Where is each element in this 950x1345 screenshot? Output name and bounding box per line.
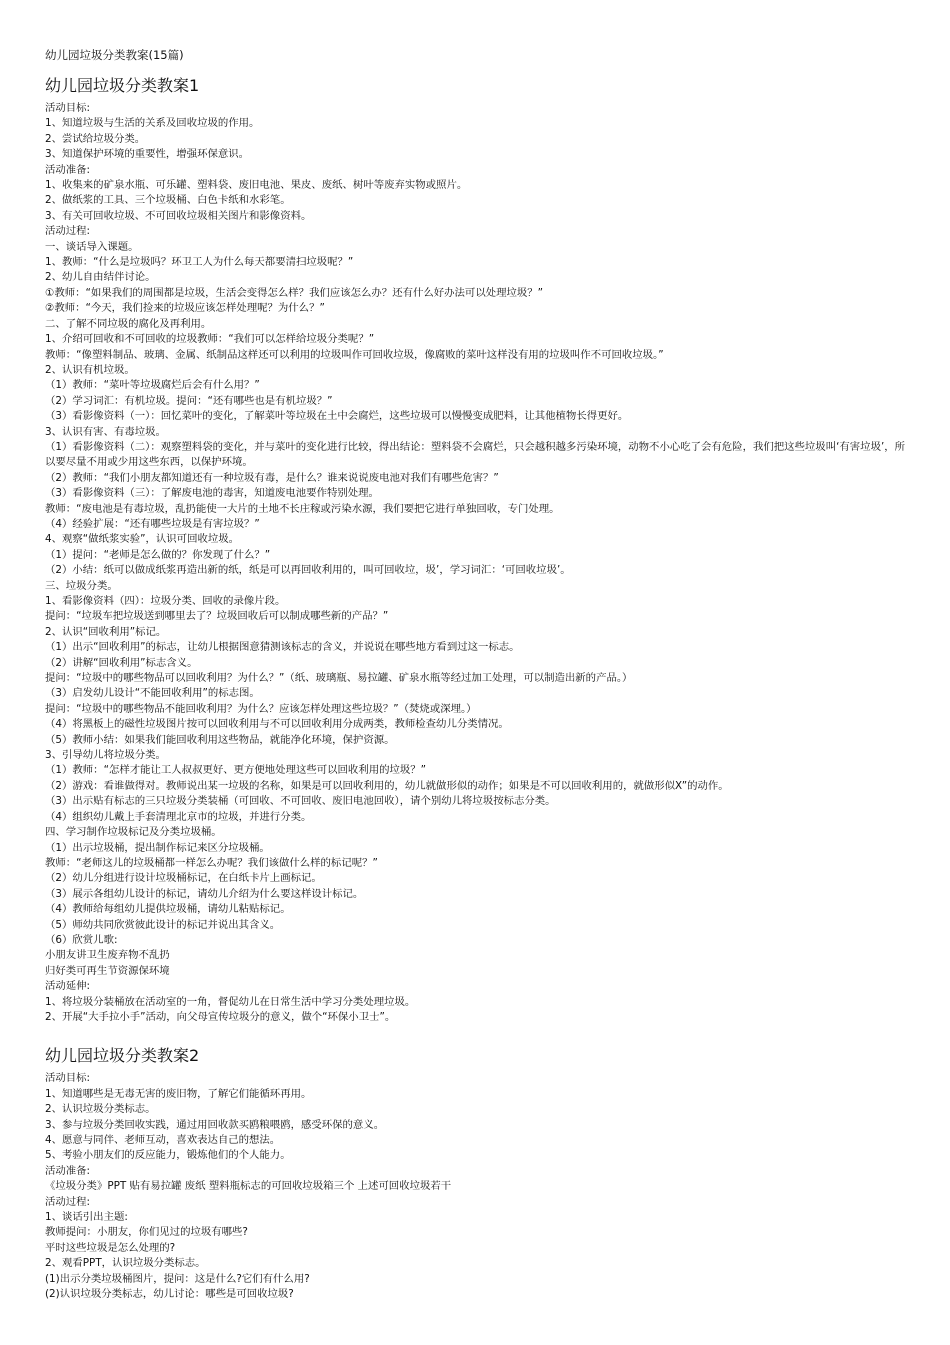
paragraph-line: （3）出示贴有标志的三只垃圾分类装桶（可回收、不可回收、废旧电池回收），请个别幼儿将垃圾按标志分类。 xyxy=(45,795,556,808)
paragraph-line: 活动准备: xyxy=(45,1164,91,1177)
paragraph-line: （4）组织幼儿戴上手套清理北京市的垃圾，并进行分类。 xyxy=(45,810,312,823)
paragraph-line: 1、谈话引出主题: xyxy=(45,1211,128,1224)
section-heading: 幼儿园垃圾分类教案1 xyxy=(45,76,200,95)
paragraph-line: （3）启发幼儿设计“不能回收利用”的标志图。 xyxy=(45,687,260,700)
paragraph-line: （6）欣赏儿歌: xyxy=(45,933,118,946)
paragraph-line: 归好类可再生节资源保环境 xyxy=(45,964,170,977)
paragraph-line: (1)出示分类垃圾桶图片，提问：这是什么?它们有什么用? xyxy=(45,1272,310,1285)
paragraph-line: 教师：“像塑料制品、玻璃、金属、纸制品这样还可以利用的垃圾叫作可回收垃圾，像腐败的菜叶这样没有用的垃圾叫作不可回收垃圾。” xyxy=(45,348,664,361)
paragraph-line: 2、做纸浆的工具、三个垃圾桶、白色卡纸和水彩笔。 xyxy=(45,194,291,207)
paragraph-line: 小朋友讲卫生废弃物不乱扔 xyxy=(45,949,170,962)
paragraph-line: （4）经验扩展：“还有哪些垃圾是有害垃圾？” xyxy=(45,517,260,530)
paragraph-line: 提问：“垃圾中的哪些物品不能回收利用？为什么？应该怎样处理这些垃圾？”（焚烧或深埋。） xyxy=(45,702,477,715)
paragraph-line: （1）教师：“怎样才能让工人叔叔更好、更方便地处理这些可以回收利用的垃圾？” xyxy=(45,764,427,777)
paragraph-line: 教师：“老师这儿的垃圾桶都一样怎么办呢？我们该做什么样的标记呢？” xyxy=(45,856,378,869)
paragraph-line: 3、知道保护环境的重要性，增强环保意识。 xyxy=(45,148,250,161)
paragraph-line: （1）出示垃圾桶，提出制作标记来区分垃圾桶。 xyxy=(45,841,270,854)
paragraph-line: （3）展示各组幼儿设计的标记，请幼儿介绍为什么要这样设计标记。 xyxy=(45,887,364,900)
paragraph-line: 活动目标: xyxy=(45,102,91,114)
paragraph-line: 3、有关可回收垃圾、不可回收垃圾相关图片和影像资料。 xyxy=(45,209,312,222)
paragraph-line: 3、参与垃圾分类回收实践，通过用回收款买鸥粮喂鸥，感受环保的意义。 xyxy=(45,1118,385,1131)
paragraph-line: （2）游戏：看谁做得对。教师说出某一垃圾的名称，如果是可以回收利用的，幼儿就做形似的动作；如果是不可以回收利用的，就做形似X”的动作。 xyxy=(45,779,729,792)
paragraph-line: 活动准备: xyxy=(45,163,91,176)
paragraph-line: 1、知道哪些是无毒无害的废旧物，了解它们能循环再用。 xyxy=(45,1087,312,1100)
paragraph-line: ②教师：“今天，我们捡来的垃圾应该怎样处理呢？为什么？” xyxy=(45,302,325,315)
paragraph-line: 教师提问：小朋友，你们见过的垃圾有哪些? xyxy=(45,1226,248,1239)
paragraph-line: 三、垃圾分类。 xyxy=(45,579,118,592)
paragraph-line: （1）提问：“老师是怎么做的？你发现了什么？” xyxy=(45,548,271,561)
paragraph-line: 1、收集来的矿泉水瓶、可乐罐、塑料袋、废旧电池、果皮、废纸、树叶等废弃实物或照片。 xyxy=(45,179,468,192)
paragraph-line: 3、引导幼儿将垃圾分类。 xyxy=(45,749,166,762)
paragraph-line: 4、观察“做纸浆实验”，认识可回收垃圾。 xyxy=(45,533,240,546)
paragraph-line: 四、学习制作垃圾标记及分类垃圾桶。 xyxy=(45,826,222,839)
paragraph-line: 提问：“垃圾车把垃圾送到哪里去了？垃圾回收后可以制成哪些新的产品？” xyxy=(45,610,389,623)
paragraph-line: 5、考验小朋友们的反应能力，锻炼他们的个人能力。 xyxy=(45,1149,291,1162)
paragraph-line: 1、看影像资料（四）：垃圾分类、回收的录像片段。 xyxy=(45,595,286,607)
paragraph-line: （3）看影像资料（三）：了解废电池的毒害，知道废电池要作特别处理。 xyxy=(45,487,379,500)
paragraph-line: (2)认识垃圾分类标志，幼儿讨论：哪些是可回收垃圾? xyxy=(45,1288,294,1301)
paragraph-line: 2、观看PPT，认识垃圾分类标志。 xyxy=(45,1257,206,1270)
document-title: 幼儿园垃圾分类教案(15篇) xyxy=(45,48,184,62)
paragraph-line: 教师：“废电池是有毒垃圾，乱扔能使一大片的土地不长庄稼或污染水源，我们要把它进行单独回收，专门处理。 xyxy=(45,502,560,515)
document-body xyxy=(45,75,915,1302)
paragraph-line: ①教师：“如果我们的周围都是垃圾，生活会变得怎么样？我们应该怎么办？还有什么好办法可以处理垃圾？” xyxy=(45,286,544,299)
paragraph-line: （5）教师小结：如果我们能回收利用这些物品，就能净化环境，保护资源。 xyxy=(45,733,395,746)
paragraph-line: （2）讲解“回收利用”标志含义。 xyxy=(45,656,198,669)
paragraph-line: （5）师幼共同欣赏彼此设计的标记并说出其含义。 xyxy=(45,918,281,931)
paragraph-line: 二、了解不同垃圾的腐化及再利用。 xyxy=(45,317,212,330)
paragraph-line: 一、谈话导入课题。 xyxy=(45,240,139,253)
paragraph-line: 1、教师：“什么是垃圾吗？环卫工人为什么每天都要清扫垃圾呢？” xyxy=(45,256,354,269)
paragraph-line: 2、认识“回收利用”标记。 xyxy=(45,625,167,638)
paragraph-line: （2）幼儿分组进行设计垃圾桶标记，在白纸卡片上画标记。 xyxy=(45,872,322,885)
paragraph-line: （2）教师：“我们小朋友都知道还有一种垃圾有毒，是什么？谁来说说废电池对我们有哪些危害？” xyxy=(45,471,499,484)
paragraph-line: 1、介绍可回收和不可回收的垃圾教师：“我们可以怎样给垃圾分类呢？” xyxy=(45,333,375,346)
paragraph-line: 3、认识有害、有毒垃圾。 xyxy=(45,425,166,438)
paragraph-line: 提问：“垃圾中的哪些物品可以回收利用？为什么？”（纸、玻璃瓶、易拉罐、矿泉水瓶等经过加工处理，可以制造出新的产品。） xyxy=(45,672,633,685)
section-spacer xyxy=(45,1025,915,1039)
paragraph-line: （4）教师给每组幼儿提供垃圾桶，请幼儿粘贴标记。 xyxy=(45,903,291,916)
paragraph-line: 平时这些垃圾是怎么处理的? xyxy=(45,1241,176,1254)
paragraph-line: 活动目标: xyxy=(45,1072,91,1085)
paragraph-line: （2）小结：纸可以做成纸浆再造出新的纸，纸是可以再回收利用的，叫可回收垃，圾’，学习词汇：‘可回收垃圾’。 xyxy=(45,564,571,577)
paragraph-line: （2）学习词汇：有机垃圾。提问：“还有哪些也是有机垃圾？” xyxy=(45,394,333,407)
paragraph-line: （1）看影像资料（二）：观察塑料袋的变化，并与菜叶的变化进行比较，得出结论：塑料袋不会腐烂，只会越积越多污染环境，动物不小心吃了会有危险，我们把这些垃圾叫‘有害垃圾’，所以要尽量不用或少用这些东西，以保护环境。 xyxy=(45,440,906,469)
paragraph-line: 2、幼儿自由结伴讨论。 xyxy=(45,271,156,284)
paragraph-line: 《垃圾分类》PPT 贴有易拉罐 废纸 塑料瓶标志的可回收垃圾箱三个 上述可回收垃圾若干 xyxy=(45,1180,452,1193)
paragraph-line: 活动延伸: xyxy=(45,980,91,993)
paragraph-line: 活动过程: xyxy=(45,1195,91,1208)
paragraph-line: （1）出示“回收利用”的标志，让幼儿根据图意猜测该标志的含义，并说说在哪些地方看到过这一标志。 xyxy=(45,641,520,654)
paragraph-line: 2、尝试给垃圾分类。 xyxy=(45,132,146,145)
paragraph-line: 活动过程: xyxy=(45,225,91,238)
section-heading: 幼儿园垃圾分类教案2 xyxy=(45,1046,200,1066)
paragraph-line: 1、将垃圾分装桶放在活动室的一角，督促幼儿在日常生活中学习分类处理垃圾。 xyxy=(45,995,416,1008)
paragraph-line: 2、认识有机垃圾。 xyxy=(45,363,135,376)
document-page xyxy=(45,48,915,1302)
paragraph-line: （1）教师：“菜叶等垃圾腐烂后会有什么用？” xyxy=(45,379,260,392)
paragraph-line: 2、开展“大手拉小手”活动，向父母宣传垃圾分的意义，做个“环保小卫士”。 xyxy=(45,1010,396,1023)
paragraph-line: 2、认识垃圾分类标志。 xyxy=(45,1103,156,1116)
paragraph-line: （3）看影像资料（一）：回忆菜叶的变化，了解菜叶等垃圾在土中会腐烂，这些垃圾可以慢慢变成肥料，让其他植物长得更好。 xyxy=(45,410,629,423)
paragraph-line: （4）将黑板上的磁性垃圾图片按可以回收利用与不可以回收利用分成两类，教师检查幼儿分类情况。 xyxy=(45,718,509,731)
paragraph-line: 1、知道垃圾与生活的关系及回收垃圾的作用。 xyxy=(45,117,260,130)
paragraph-line: 4、愿意与同伴、老师互动，喜欢表达自己的想法。 xyxy=(45,1134,281,1146)
